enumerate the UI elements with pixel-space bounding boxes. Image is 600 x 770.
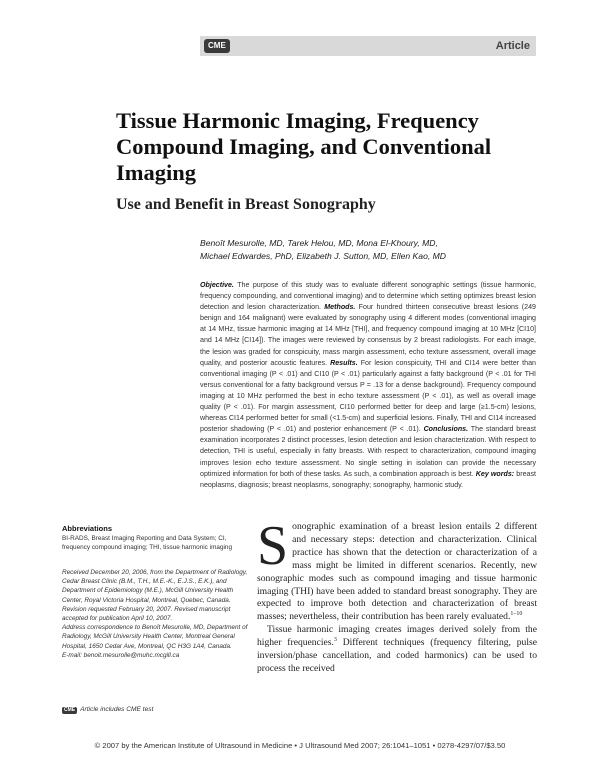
header-band xyxy=(200,36,536,56)
objective-text: The purpose of this study was to evaluate different sonographic settings (tissue harmonic, frequency compounding, and conventional imaging) and to determine which setting optimizes breast lesion detection and lesion characterization. xyxy=(200,281,536,312)
ref-superscript: 1–10 xyxy=(510,611,523,618)
keywords-text: breast neoplasms, diagnosis; breast neoplasms, sonography; sonography, harmonic study. xyxy=(200,469,536,489)
article-title: Tissue Harmonic Imaging, Frequency Compound Imaging, and Conventional Imaging xyxy=(116,108,492,185)
body-paragraph-1 xyxy=(257,515,537,624)
body-paragraph-2-text: Tissue harmonic imaging creates images derived solely from the higher frequencies. xyxy=(257,624,537,649)
results-label: Results. xyxy=(330,358,358,367)
abstract xyxy=(200,280,536,491)
received-text: Received December 20, 2006, from the Department of Radiology, Cedar Breast Clinic (B.M., T.H., M.E.-K., E.J.S., E.K.), and Department of Epidemiology (M.E.), McGill University Health Center, Royal Victoria Hospital, Montreal, Quebec, Canada. Revision requested February 20, 2007. Revised manuscript accepted for publication April 10, 2007. xyxy=(62,569,248,623)
received-info xyxy=(62,568,248,660)
drop-cap: S xyxy=(257,515,289,577)
page-footer: © 2007 by the American Institute of Ultrasound in Medicine • J Ultrasound Med 2007; 26:1041–1051 • 0278-4297/07/$3.50 xyxy=(94,741,506,750)
section-label: Article xyxy=(495,40,530,52)
body-paragraph-2 xyxy=(257,624,537,676)
cme-note-text: Article includes CME test xyxy=(80,706,154,713)
conclusions-label: Conclusions. xyxy=(423,425,469,434)
keywords-label: Key words: xyxy=(475,469,515,478)
correspondence-text: Address correspondence to Benoît Mesurolle, MD, Department of Radiology, McGill University Health Center, Montreal General Hospital, 1650 Cedar Ave, Montreal, QC H3G 1A4, Canada. xyxy=(62,624,248,650)
objective-label: Objective. xyxy=(200,281,234,289)
body-paragraph-1-text: onographic examination of a breast lesion entails 2 different and necessary steps: detection and characterization. Clinical practice has shown that the detection or characterization of a mass might be limited in different scenarios. Recently, new sonographic modes such as compound imaging and tissue harmonic imaging (THI) have been added to standard breast sonography. They are expected to improve both detection and characterization of breast masses; nevertheless, their contribution has been rarely evaluated. xyxy=(257,521,537,623)
conclusions-text: The standard breast examination incorporates 2 distinct processes, lesion detection and lesion characterization. With respect to detection, THI is useful, especially in fatty breasts. With respect to characterization, compound imaging improves lesion echo texture assessment. No single setting in isolation can provide the necessary optimized information for both of these tasks. As such, a combination approach is best. xyxy=(200,425,536,478)
email-link[interactable]: E-mail: benoit.mesurolle@muhc.mcgill.ca xyxy=(62,651,180,659)
author-line-2: Michael Edwardes, PhD, Elizabeth J. Sutton, MD, Ellen Kao, MD xyxy=(200,251,446,261)
body-paragraph-2-rest: Different techniques (frequency filtering, pulse inversion/phase cancellation, and coded harmonics) can be used to process the received xyxy=(257,637,537,674)
abbreviations-text: BI-RADS, Breast Imaging Reporting and Data System; CI, frequency compound imaging; THI, tissue harmonic imaging xyxy=(62,535,233,551)
ref-superscript: 3 xyxy=(333,636,337,643)
cme-mini-badge: CME xyxy=(64,707,76,713)
methods-label: Methods. xyxy=(324,303,356,312)
body-text xyxy=(257,515,537,676)
abbreviations-heading: Abbreviations xyxy=(62,524,113,533)
author-list xyxy=(200,237,520,263)
methods-text: Four hundred thirteen consecutive breast lesions (249 benign and 164 malignant) were evaluated by sonography using 4 different modes (conventional imaging at 14 MHz, tissue harmonic imaging at 14 MHz [THI], and frequency compound imaging at 10 MHz [CI10] and 14 MHz [CI14]). The images were reviewed by consensus by 2 breast radiologists. For each image, the lesion was graded for conspicuity, mass margin assessment, echo texture assessment, overall image quality, and posterior acoustic features. xyxy=(200,303,536,367)
article-subtitle: Use and Benefit in Breast Sonography xyxy=(116,196,376,213)
results-text: For lesion conspicuity, THI and CI14 were better than conventional imaging (P < .01) and CI10 (P < .01) particularly against a fatty background (P < .01 for THI versus conventional for a fatty background versus P = .13 for a dense background). Frequency compound imaging at 10 MHz performed the best in echo texture assessment (P < .01), as well as overall image quality (P < .01). For margin assessment, CI10 performed better for deep and large (≥1.5-cm) lesions, whereas CI14 performed better for small (<1.5-cm) and superficial lesions. Finally, THI and CI14 increased posterior shadowing (P < .01) and posterior enhancement (P < .01). xyxy=(200,358,536,434)
cme-badge: CME xyxy=(204,39,230,53)
cme-note xyxy=(62,706,153,714)
author-line-1: Benoît Mesurolle, MD, Tarek Helou, MD, Mona El-Khoury, MD, xyxy=(200,238,438,248)
